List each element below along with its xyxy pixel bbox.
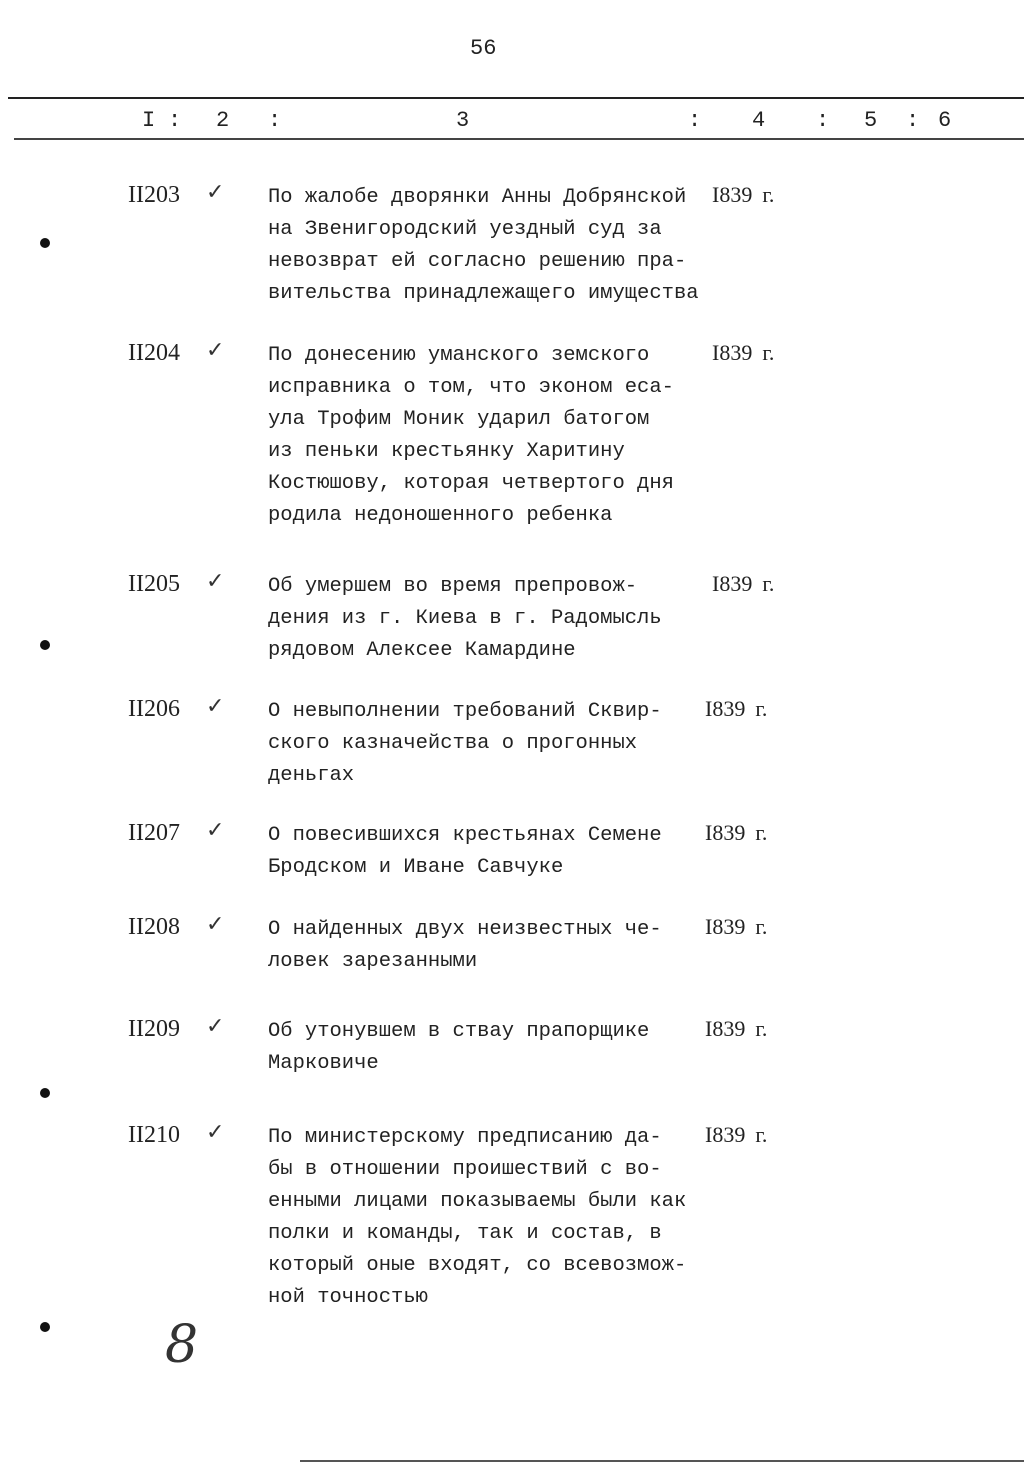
column-header-1: I	[142, 108, 156, 133]
column-header-2: 2	[216, 108, 230, 133]
punch-hole-mark	[40, 238, 50, 248]
year: I839	[712, 182, 753, 207]
year-suffix: г.	[762, 340, 775, 365]
column-header-3: 3	[456, 108, 470, 133]
record-number: II208	[128, 914, 180, 940]
record-number: II205	[128, 571, 180, 597]
column-header-6: 6	[938, 108, 952, 133]
punch-hole-mark	[40, 1322, 50, 1332]
year: I839	[705, 914, 746, 939]
year: I839	[705, 1016, 746, 1041]
column-separator: :	[906, 108, 920, 133]
checkmark-icon: ✓	[206, 569, 225, 594]
record-date	[705, 696, 767, 722]
checkmark-icon: ✓	[206, 818, 225, 843]
record-date	[712, 340, 774, 366]
header-rule-bottom	[14, 138, 1024, 140]
record-date	[705, 820, 767, 846]
record-description: По донесению уманского земского исправника о том, что эконом еса- ула Трофим Моник ударил батогом из пеньки крестьянку Харитину Костюшову, которая четвертого дня родила недоношенного ребенка	[268, 344, 674, 527]
record-date	[705, 1122, 767, 1148]
record-date	[712, 571, 774, 597]
record-number: II206	[128, 696, 180, 722]
year-suffix: г.	[762, 571, 775, 596]
record-number: II207	[128, 820, 180, 846]
column-separator: :	[688, 108, 702, 133]
record-description: О невыполнении требований Сквир- ского казначейства о прогонных деньгах	[268, 700, 662, 787]
year: I839	[705, 1122, 746, 1147]
year-suffix: г.	[762, 182, 775, 207]
page-number: 56	[470, 36, 497, 61]
record-description: О повесившихся крестьянах Семене Бродском и Иване Савчуке	[268, 824, 662, 879]
column-separator: :	[168, 108, 182, 133]
handwritten-note: 8	[165, 1315, 199, 1375]
record-date	[705, 914, 767, 940]
record-description: Об утонувшем в ствау прапорщике Марковиче	[268, 1020, 650, 1075]
year-suffix: г.	[755, 1016, 768, 1041]
header-rule-top	[8, 97, 1024, 99]
record-number: II210	[128, 1122, 180, 1148]
record-date	[705, 1016, 767, 1042]
checkmark-icon: ✓	[206, 180, 225, 205]
column-header-5: 5	[864, 108, 878, 133]
bottom-rule	[300, 1460, 1024, 1462]
checkmark-icon: ✓	[206, 338, 225, 363]
record-number: II204	[128, 340, 180, 366]
record-description: По министерскому предписанию да- бы в отношении проишествий с во- енными лицами показываемы были как полки и команды, так и состав, в который оные входят, со всевозмож- ной точностью	[268, 1126, 687, 1309]
checkmark-icon: ✓	[206, 694, 225, 719]
year-suffix: г.	[755, 696, 768, 721]
year: I839	[712, 340, 753, 365]
checkmark-icon: ✓	[206, 1120, 225, 1145]
checkmark-icon: ✓	[206, 912, 225, 937]
column-separator: :	[268, 108, 282, 133]
record-number: II209	[128, 1016, 180, 1042]
punch-hole-mark	[40, 1088, 50, 1098]
punch-hole-mark	[40, 640, 50, 650]
checkmark-icon: ✓	[206, 1014, 225, 1039]
record-date	[712, 182, 774, 208]
year: I839	[705, 820, 746, 845]
year-suffix: г.	[755, 914, 768, 939]
year: I839	[705, 696, 746, 721]
column-header-4: 4	[752, 108, 766, 133]
column-separator: :	[816, 108, 830, 133]
year-suffix: г.	[755, 1122, 768, 1147]
record-description: О найденных двух неизвестных че- ловек зарезанными	[268, 918, 662, 973]
record-description: По жалобе дворянки Анны Добрянской на Звенигородский уездный суд за невозврат ей согласно решению пра- вительства принадлежащего имущества	[268, 186, 699, 305]
record-description: Об умершем во время препровож- дения из г. Киева в г. Радомысль рядовом Алексее Камардине	[268, 575, 662, 662]
record-number: II203	[128, 182, 180, 208]
year-suffix: г.	[755, 820, 768, 845]
year: I839	[712, 571, 753, 596]
